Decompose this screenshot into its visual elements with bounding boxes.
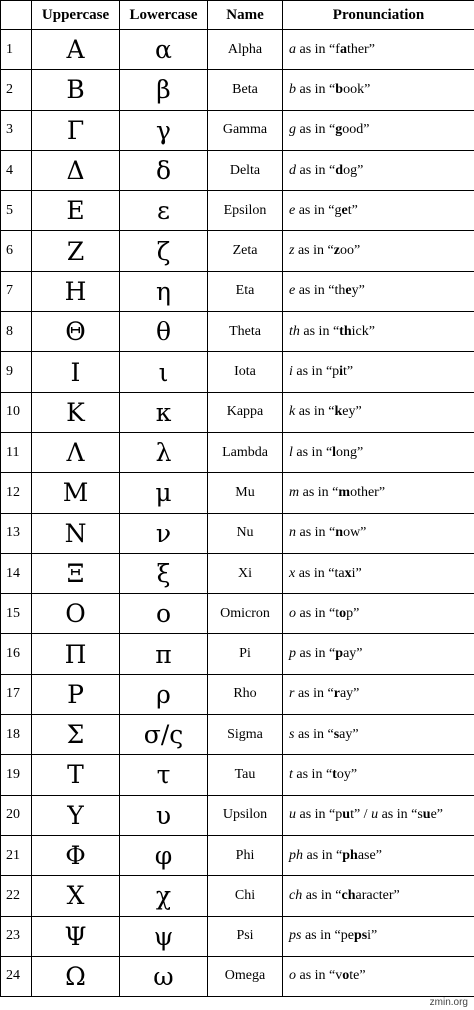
pronunciation — [283, 473, 474, 513]
pronunciation-letters: u — [289, 807, 296, 823]
table-row — [1, 30, 474, 70]
pronunciation-highlight: z — [333, 243, 340, 259]
pronunciation-letters: ph — [289, 847, 303, 863]
letter-name: Psi — [208, 916, 283, 956]
table-row — [1, 352, 474, 392]
header-lowercase: Lowercase — [120, 1, 208, 30]
pronunciation-letters: i — [289, 364, 293, 380]
uppercase-letter: Π — [32, 634, 120, 674]
pronunciation-text: as in “ — [296, 525, 336, 541]
table-row — [1, 513, 474, 553]
letter-name: Chi — [208, 876, 283, 916]
pronunciation — [283, 312, 474, 352]
pronunciation-text: ther” — [346, 41, 375, 57]
letter-name: Delta — [208, 150, 283, 190]
pronunciation-highlight: a — [339, 41, 347, 57]
lowercase-letter: τ — [120, 755, 208, 795]
pronunciation-highlight: e — [341, 202, 348, 218]
letter-name: Gamma — [208, 110, 283, 150]
pronunciation-text: as in “ — [378, 807, 418, 823]
table-row — [1, 312, 474, 352]
pronunciation-letters: o — [289, 968, 296, 984]
pronunciation-text: f — [335, 41, 340, 57]
row-number: 8 — [1, 312, 32, 352]
pronunciation-text: i” — [367, 928, 378, 944]
pronunciation-text: other” — [350, 484, 386, 500]
row-number: 7 — [1, 271, 32, 311]
letter-name: Pi — [208, 634, 283, 674]
letter-name: Kappa — [208, 392, 283, 432]
pronunciation-text: as in “ — [302, 887, 342, 903]
pronunciation-highlight: x — [344, 565, 352, 581]
pronunciation-text: as in “ — [296, 41, 336, 57]
pronunciation-highlight: o — [342, 968, 350, 984]
pronunciation-letters: t — [289, 766, 293, 782]
pronunciation-highlight: i — [339, 364, 344, 380]
pronunciation-text: th — [334, 283, 346, 299]
letter-name: Phi — [208, 835, 283, 875]
uppercase-letter: Α — [32, 30, 120, 70]
lowercase-letter: υ — [120, 795, 208, 835]
table-row — [1, 150, 474, 190]
pronunciation-text: as in “ — [296, 122, 336, 138]
lowercase-letter: μ — [120, 473, 208, 513]
pronunciation-text: p — [332, 364, 340, 380]
table-body — [1, 30, 474, 997]
pronunciation-highlight: r — [333, 686, 340, 702]
pronunciation-text: as in “ — [294, 726, 334, 742]
row-number: 21 — [1, 835, 32, 875]
pronunciation-text: as in “ — [296, 968, 336, 984]
pronunciation-text: as in “ — [295, 283, 335, 299]
lowercase-letter: ο — [120, 594, 208, 634]
pronunciation-letters: n — [289, 525, 296, 541]
row-number: 22 — [1, 876, 32, 916]
row-number: 18 — [1, 715, 32, 755]
pronunciation-letters: b — [289, 81, 296, 97]
uppercase-letter: Μ — [32, 473, 120, 513]
pronunciation-text: as in “ — [294, 686, 334, 702]
row-number: 5 — [1, 191, 32, 231]
pronunciation — [283, 594, 474, 634]
pronunciation-highlight: ps — [353, 928, 368, 944]
lowercase-letter: π — [120, 634, 208, 674]
letter-name: Upsilon — [208, 795, 283, 835]
uppercase-letter: Ψ — [32, 916, 120, 956]
pronunciation — [283, 231, 474, 271]
table-row — [1, 634, 474, 674]
table-row — [1, 231, 474, 271]
pronunciation-letters: s — [289, 726, 295, 742]
pronunciation-text: as in “ — [296, 807, 336, 823]
uppercase-letter: Σ — [32, 715, 120, 755]
row-number: 1 — [1, 30, 32, 70]
pronunciation-highlight: m — [338, 484, 351, 500]
uppercase-letter: Υ — [32, 795, 120, 835]
letter-name: Epsilon — [208, 191, 283, 231]
row-number: 23 — [1, 916, 32, 956]
pronunciation-text: ase” — [357, 847, 382, 863]
pronunciation-text: t” / — [350, 807, 372, 823]
pronunciation-text: as in “ — [295, 404, 335, 420]
pronunciation-text: s — [417, 807, 423, 823]
pronunciation-letters: l — [289, 444, 293, 460]
uppercase-letter: Θ — [32, 312, 120, 352]
letter-name: Xi — [208, 553, 283, 593]
pronunciation-text: ay” — [339, 726, 359, 742]
pronunciation-text: as in “ — [292, 364, 333, 380]
lowercase-letter: α — [120, 30, 208, 70]
pronunciation — [283, 715, 474, 755]
pronunciation — [283, 674, 474, 714]
letter-name: Omicron — [208, 594, 283, 634]
pronunciation — [283, 916, 474, 956]
pronunciation-letters: ps — [289, 928, 302, 944]
pronunciation-letters: p — [289, 646, 296, 662]
lowercase-letter: λ — [120, 432, 208, 472]
letter-name: Lambda — [208, 432, 283, 472]
uppercase-letter: Φ — [32, 835, 120, 875]
pronunciation-text: pe — [340, 928, 354, 944]
pronunciation-text: p — [335, 807, 343, 823]
pronunciation-letters: a — [289, 41, 296, 57]
pronunciation-highlight: u — [342, 807, 351, 823]
pronunciation-highlight: ch — [341, 887, 356, 903]
lowercase-letter: η — [120, 271, 208, 311]
pronunciation-text: oy” — [336, 766, 358, 782]
pronunciation — [283, 795, 474, 835]
pronunciation-text: te” — [349, 968, 366, 984]
table-row — [1, 191, 474, 231]
pronunciation-highlight: n — [335, 525, 344, 541]
lowercase-letter: ε — [120, 191, 208, 231]
pronunciation — [283, 150, 474, 190]
pronunciation-highlight: p — [335, 646, 344, 662]
pronunciation-letters: th — [289, 323, 300, 339]
site-watermark: zmin.org — [429, 997, 468, 1008]
pronunciation-highlight: b — [335, 81, 344, 97]
pronunciation-highlight: u — [422, 807, 431, 823]
lowercase-letter: ι — [120, 352, 208, 392]
header-row — [1, 1, 474, 30]
pronunciation-highlight: ph — [342, 847, 358, 863]
pronunciation — [283, 30, 474, 70]
uppercase-letter: Γ — [32, 110, 120, 150]
uppercase-letter: Κ — [32, 392, 120, 432]
pronunciation-text: as in “ — [296, 162, 336, 178]
pronunciation-letters: d — [289, 162, 296, 178]
lowercase-letter: ξ — [120, 553, 208, 593]
pronunciation-letters: o — [289, 605, 296, 621]
row-number: 4 — [1, 150, 32, 190]
uppercase-letter: Ν — [32, 513, 120, 553]
pronunciation — [283, 755, 474, 795]
pronunciation-text: g — [334, 202, 342, 218]
lowercase-letter: χ — [120, 876, 208, 916]
pronunciation-text: as in “ — [296, 81, 336, 97]
table-row — [1, 795, 474, 835]
letter-name: Omega — [208, 956, 283, 996]
pronunciation-text: t” — [343, 364, 354, 380]
pronunciation-text: as in “ — [296, 605, 336, 621]
lowercase-letter: ω — [120, 956, 208, 996]
pronunciation — [283, 392, 474, 432]
row-number: 10 — [1, 392, 32, 432]
pronunciation-letters: k — [289, 404, 296, 420]
letter-name: Sigma — [208, 715, 283, 755]
table-row — [1, 755, 474, 795]
pronunciation-letters: e — [289, 283, 296, 299]
pronunciation-text: ow” — [343, 525, 367, 541]
pronunciation-letters: ch — [289, 887, 303, 903]
pronunciation-text: as in “ — [303, 847, 343, 863]
pronunciation-highlight: l — [332, 444, 337, 460]
pronunciation — [283, 634, 474, 674]
table-row — [1, 594, 474, 634]
pronunciation-letters: x — [289, 565, 296, 581]
pronunciation-text: as in “ — [295, 202, 335, 218]
lowercase-letter: δ — [120, 150, 208, 190]
pronunciation-text: ood” — [342, 122, 370, 138]
pronunciation-highlight: th — [339, 323, 352, 339]
pronunciation-text: ick” — [351, 323, 375, 339]
pronunciation-text: y” — [351, 283, 365, 299]
pronunciation — [283, 432, 474, 472]
row-number: 14 — [1, 553, 32, 593]
row-number: 3 — [1, 110, 32, 150]
letter-name: Rho — [208, 674, 283, 714]
table-row — [1, 956, 474, 996]
table-row — [1, 473, 474, 513]
pronunciation — [283, 271, 474, 311]
pronunciation — [283, 513, 474, 553]
row-number: 2 — [1, 70, 32, 110]
uppercase-letter: Ο — [32, 594, 120, 634]
table-row — [1, 70, 474, 110]
pronunciation-highlight: t — [332, 766, 337, 782]
letter-name: Zeta — [208, 231, 283, 271]
row-number: 13 — [1, 513, 32, 553]
pronunciation — [283, 110, 474, 150]
lowercase-letter: ρ — [120, 674, 208, 714]
pronunciation-text: ey” — [342, 404, 362, 420]
uppercase-letter: Λ — [32, 432, 120, 472]
row-number: 9 — [1, 352, 32, 392]
uppercase-letter: Ζ — [32, 231, 120, 271]
pronunciation — [283, 553, 474, 593]
pronunciation-text: aracter” — [355, 887, 400, 903]
lowercase-letter: ψ — [120, 916, 208, 956]
table-row — [1, 876, 474, 916]
header-uppercase: Uppercase — [32, 1, 120, 30]
header-pronunciation: Pronunciation — [283, 1, 474, 30]
pronunciation-highlight: s — [333, 726, 340, 742]
pronunciation — [283, 835, 474, 875]
row-number: 19 — [1, 755, 32, 795]
row-number: 15 — [1, 594, 32, 634]
table-row — [1, 392, 474, 432]
pronunciation-text: ay” — [339, 686, 360, 702]
row-number: 12 — [1, 473, 32, 513]
pronunciation-text: as in “ — [295, 565, 335, 581]
uppercase-letter: Β — [32, 70, 120, 110]
lowercase-letter: γ — [120, 110, 208, 150]
pronunciation — [283, 352, 474, 392]
letter-name: Theta — [208, 312, 283, 352]
uppercase-letter: Τ — [32, 755, 120, 795]
uppercase-letter: Δ — [32, 150, 120, 190]
pronunciation-text: ta — [334, 565, 345, 581]
uppercase-letter: Χ — [32, 876, 120, 916]
pronunciation-letters: z — [289, 243, 295, 259]
pronunciation-highlight: d — [335, 162, 344, 178]
pronunciation-letters: g — [289, 122, 296, 138]
pronunciation-text: p” — [346, 605, 360, 621]
header-number — [1, 1, 32, 30]
letter-name: Tau — [208, 755, 283, 795]
uppercase-letter: Ι — [32, 352, 120, 392]
pronunciation — [283, 876, 474, 916]
pronunciation-text: e” — [430, 807, 444, 823]
pronunciation-highlight: g — [335, 122, 343, 138]
letter-name: Eta — [208, 271, 283, 311]
pronunciation-letters: m — [289, 484, 300, 500]
lowercase-letter: ζ — [120, 231, 208, 271]
uppercase-letter: Ω — [32, 956, 120, 996]
pronunciation-highlight: o — [339, 605, 347, 621]
pronunciation-letters: u — [371, 807, 379, 823]
lowercase-letter: σ/ς — [120, 715, 208, 755]
pronunciation-text: as in “ — [299, 323, 340, 339]
pronunciation-highlight: k — [334, 404, 343, 420]
pronunciation-letters: e — [289, 202, 296, 218]
letter-name: Beta — [208, 70, 283, 110]
pronunciation-text: og” — [343, 162, 364, 178]
uppercase-letter: Ε — [32, 191, 120, 231]
pronunciation-text: i” — [351, 565, 362, 581]
pronunciation — [283, 70, 474, 110]
lowercase-letter: φ — [120, 835, 208, 875]
lowercase-letter: ν — [120, 513, 208, 553]
table-row — [1, 916, 474, 956]
table-row — [1, 553, 474, 593]
pronunciation — [283, 956, 474, 996]
letter-name: Mu — [208, 473, 283, 513]
lowercase-letter: β — [120, 70, 208, 110]
table-row — [1, 835, 474, 875]
letter-name: Alpha — [208, 30, 283, 70]
letter-name: Iota — [208, 352, 283, 392]
pronunciation-text: ook” — [343, 81, 371, 97]
pronunciation-text: t — [335, 605, 340, 621]
pronunciation-text: t” — [347, 202, 358, 218]
pronunciation-text: as in “ — [294, 243, 334, 259]
pronunciation — [283, 191, 474, 231]
letter-name: Nu — [208, 513, 283, 553]
lowercase-letter: θ — [120, 312, 208, 352]
row-number: 24 — [1, 956, 32, 996]
pronunciation-text: ong” — [336, 444, 364, 460]
row-number: 17 — [1, 674, 32, 714]
table-row — [1, 110, 474, 150]
uppercase-letter: Ξ — [32, 553, 120, 593]
table-row — [1, 432, 474, 472]
row-number: 16 — [1, 634, 32, 674]
row-number: 6 — [1, 231, 32, 271]
uppercase-letter: Ρ — [32, 674, 120, 714]
row-number: 11 — [1, 432, 32, 472]
pronunciation-text: ay” — [343, 646, 363, 662]
header-name: Name — [208, 1, 283, 30]
table-row — [1, 715, 474, 755]
pronunciation-highlight: e — [345, 283, 352, 299]
uppercase-letter: Η — [32, 271, 120, 311]
row-number: 20 — [1, 795, 32, 835]
pronunciation-letters: r — [289, 686, 295, 702]
pronunciation-text: as in “ — [292, 766, 333, 782]
lowercase-letter: κ — [120, 392, 208, 432]
pronunciation-text: oo” — [339, 243, 361, 259]
pronunciation-text: as in “ — [296, 646, 336, 662]
table-row — [1, 674, 474, 714]
pronunciation-text: as in “ — [301, 928, 341, 944]
table-row — [1, 271, 474, 311]
pronunciation-text: as in “ — [299, 484, 339, 500]
pronunciation-text: as in “ — [292, 444, 333, 460]
table-header — [1, 1, 474, 30]
pronunciation-text: v — [335, 968, 343, 984]
